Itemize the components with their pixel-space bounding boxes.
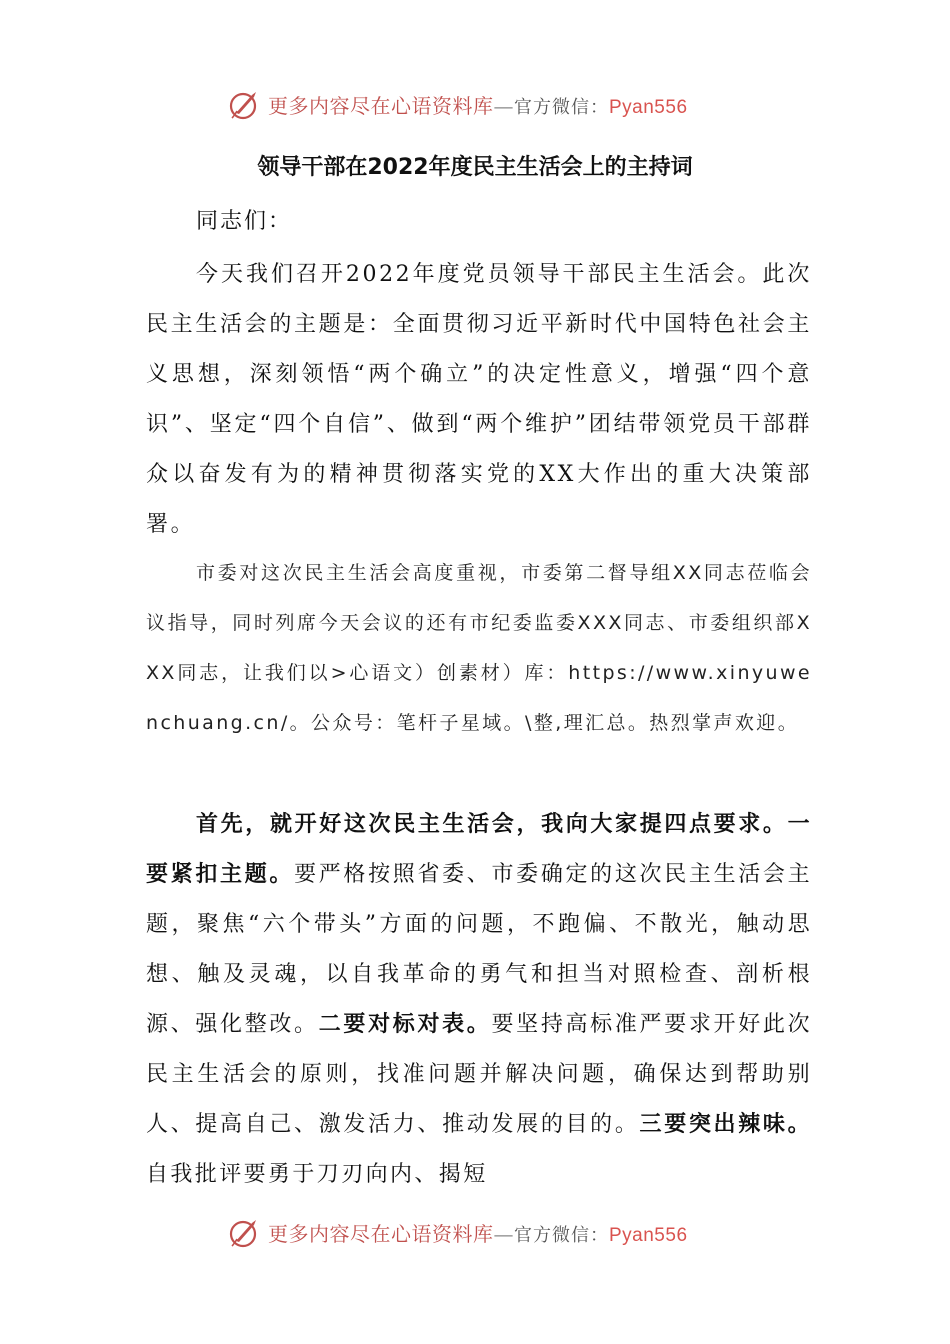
- paragraph-attendees: 市委对这次民主生活会高度重视，市委第二督导组XX同志莅临会议指导，同时列席今天会议的还有市纪委监委XXX同志、市委组织部XXX同志，让我们以>心语文）创素材）库：https://www.xinyuwenchuang.cn/。公众号：笔杆子星域。\整,理汇总。热烈掌声欢迎。: [146, 562, 812, 734]
- point3-text: 自我批评要勇于刀刃向内、揭短: [146, 1162, 488, 1187]
- point3-title: 三要突出辣味。: [639, 1112, 812, 1137]
- greeting: 同志们：: [196, 209, 293, 234]
- requirements-lead: 首先，就开好这次民主生活会，我向大家提四点要求。: [196, 812, 788, 837]
- banner-text: 更多内容尽在心语资料库—官方微信：Pyan556: [268, 93, 688, 118]
- banner-text: 更多内容尽在心语资料库—官方微信：Pyan556: [268, 1221, 688, 1246]
- point1-text: 要严格按照省委、市委确定的这次民主生活会主题，聚焦“六个带头”方面的问题，不跑偏、不散光，触动思想、触及灵魂，以自我革命的勇气和担当对照检查、剖析根源、强化整改。: [146, 862, 812, 1037]
- pen-quill-logo-icon: [228, 1215, 262, 1249]
- paragraph-intro: 今天我们召开2022年度党员领导干部民主生活会。此次民主生活会的主题是：全面贯彻习近平新时代中国特色社会主义思想，深刻领悟“两个确立”的决定性意义，增强“四个意识”、坚定“四个自信”、做到“两个维护”团结带领党员干部群众以奋发有为的精神贯彻落实党的XX大作出的重大决策部署。: [146, 262, 812, 537]
- point2-text: 要坚持高标准严要求开好此次民主生活会的原则，找准问题并解决问题，确保达到帮助别人、提高自己、激发活力、推动发展的目的。: [146, 1012, 812, 1137]
- paragraph-requirements: [146, 800, 812, 1200]
- header-banner: [228, 84, 748, 124]
- pen-quill-logo-icon: [228, 87, 262, 121]
- footer-banner: [228, 1212, 748, 1252]
- point1-title: 一要紧扣主题。: [146, 812, 812, 887]
- document-title: 领导干部在2022年度民主生活会上的主持词: [257, 155, 693, 180]
- point2-title: 二要对标对表。: [318, 1012, 492, 1037]
